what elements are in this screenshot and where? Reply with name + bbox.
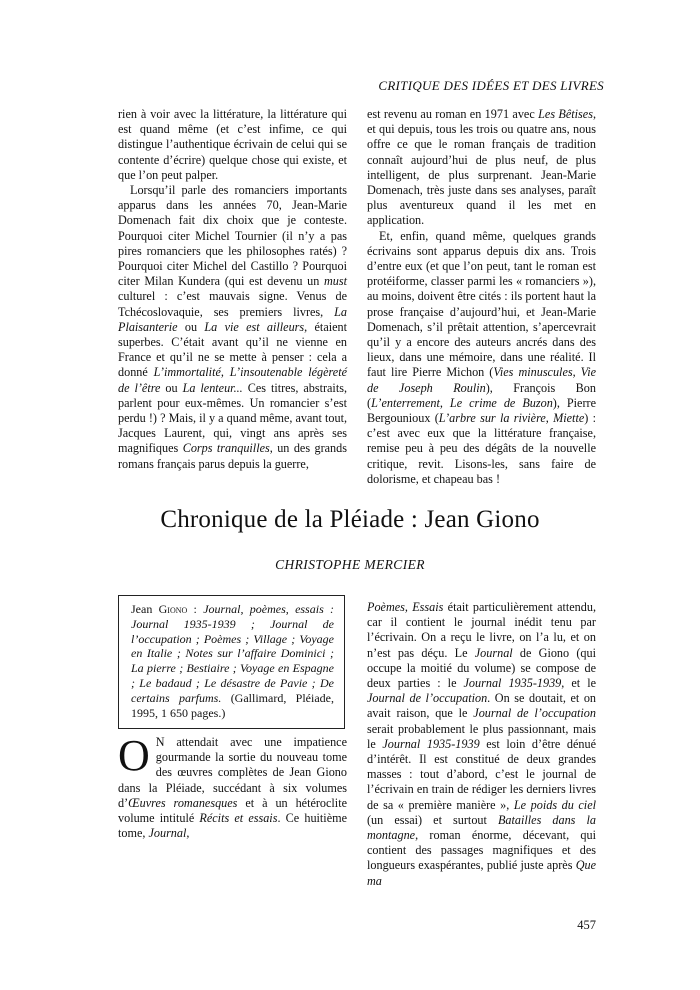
- text-run: , un des grands romans français parus depuis la guerre,: [118, 441, 347, 471]
- small-caps-text: N: [155, 735, 165, 749]
- text-run: est revenu au roman en 1971 avec: [367, 107, 539, 121]
- paragraph: [118, 183, 347, 472]
- drop-cap: O: [118, 731, 150, 780]
- text-run: Lorsqu’il parle des romanciers importants apparus dans les années 70, Jean-Marie Domenach fait dix choix que je conteste. Pourquoi citer Michel Tournier (il n’y a pas pires romanciers que les philosophes ratés) ? Pourquoi citer Michel del Castillo ? Pourquoi citer Milan Kundera (qui est devenu un: [118, 183, 347, 289]
- text-run: Ces titres, abstraits, parlent pour eux-mêmes. Un romancier s’est perdu !) ? Mais, il y a quand même, avant tout, Jacques Laurent, qui, vingt ans après ses magnifiques: [118, 380, 347, 456]
- opening-text: [118, 731, 347, 841]
- italic-text: Journal, poèmes, essais : Journal 1935-1939 ; Journal de l’occupation ; Poèmes ; Village ; Voyage en Italie ; Notes sur l’affaire Dominici ; La pierre ; Bestiaire ; Voyage en Espagne ; Le badaud ; Le désastre de Pavie ; De certains parfums.: [131, 602, 335, 705]
- italic-text: L’enterrement, Le crime de Buzon: [371, 395, 553, 410]
- text-run: , et qui depuis, tous les trois ou quatre ans, nous offre ce que le roman français de tradition connaît aujourd’hui de plus neuf, de plus intelligent, de plus surprenant. Jean-Marie Domenach, très juste dans ses analyses, paraît plus aventureux quand il les met en application.: [367, 107, 596, 228]
- continued-paragraph: [367, 600, 596, 889]
- opening-paragraph: [118, 731, 347, 841]
- top-left-column: [118, 107, 347, 472]
- text-run: (un essai) et surtout: [367, 812, 498, 827]
- bottom-left-column: [118, 731, 347, 841]
- italic-text: Journal de l’occupation: [473, 706, 596, 721]
- text-run: Et, enfin, quand même, quelques grands écrivains sont apparus depuis dix ans. Trois d’entre eux (et que l’on peut, tant le roman est protéiforme, classer parmi les « romanciers »), au moins, doivent être cités : ils portent haut la prose française d’aujourd’hui, et Jean-Marie Domenach, s’il prêtait attention, s’apercevrait qu’il y a encore des auteurs ancrés dans des lieux, dans une mémoire, dans une réalité. Il faut lire Pierre Michon (: [367, 228, 596, 380]
- paragraph: [367, 229, 596, 487]
- bottom-right-column: [367, 600, 596, 889]
- italic-text: Que ma: [367, 858, 596, 888]
- paragraph: [118, 107, 347, 183]
- italic-text: Vies minuscules, Vie de Joseph Roulin: [367, 365, 596, 395]
- italic-text: Journal 1935-1939: [463, 676, 562, 691]
- italic-text: Les Bêtises: [538, 107, 593, 121]
- text-run: et à un hétéroclite volume intitulé: [118, 795, 347, 826]
- italic-text: Journal de l’occupation: [367, 691, 488, 706]
- italic-text: La vie est ailleurs: [204, 319, 305, 334]
- text-run: était particulièrement attendu, car il contient le journal inédit tenu par l’écrivain. On a reçu le livre, on l’a lu, et on n’est pas déçu. Le: [367, 600, 596, 660]
- running-head: CRITIQUE DES IDÉES ET DES LIVRES: [378, 78, 604, 93]
- text-run: , étaient superbes. C’était avant qu’il ne vienne en France et qu’il ne se mette à penser : cela a donné: [118, 319, 348, 380]
- text-run: est loin d’être dénué d’intérêt. Il est constitué de deux grandes masses : tout d’abord, c’est le journal de l’écrivain en train de rédiger les derniers livres de sa « première manière »,: [367, 736, 597, 812]
- text-run: ou: [177, 319, 205, 334]
- text-run: ), Pierre Bergounioux (: [367, 395, 596, 426]
- text-run: (Gallimard, Pléiade, 1995, 1 650 pages.): [131, 690, 334, 720]
- text-run: culturel : c’est mauvais signe. Venus de Tchécoslovaquie, ses premiers livres,: [118, 289, 347, 319]
- italic-text: Journal,: [148, 826, 190, 841]
- italic-text: L’arbre sur la rivière, Miette: [438, 411, 585, 426]
- italic-text: Œuvres romanesques: [128, 795, 238, 810]
- text-run: , et le: [561, 676, 596, 691]
- article-title: Chronique de la Pléiade : Jean Giono: [160, 506, 540, 533]
- italic-text: Journal 1935-1939: [382, 736, 480, 751]
- text-run: . On se doutait, et on avait raison, que le: [367, 691, 597, 721]
- text-run: . Ce huitième tome,: [118, 811, 347, 841]
- text-run: ) : c’est avec eux que la littérature française, remise peu à peu des dégâts de la nouvelle critique, revit. Lisons-les, sans faire de dolorisme, et chapeau bas !: [367, 411, 596, 486]
- article-author: CHRISTOPHE MERCIER: [275, 557, 425, 572]
- italic-text: Récits et essais: [199, 811, 278, 826]
- text-run: ), François Bon (: [367, 380, 596, 410]
- italic-text: Batailles dans la montagne: [367, 812, 596, 843]
- italic-text: L’immortalité, L’insoutenable légèreté de l’être: [118, 365, 347, 395]
- bibliographic-box: [118, 595, 345, 729]
- italic-text: Le poids du ciel: [513, 797, 596, 812]
- italic-text: Corps tranquilles: [182, 441, 270, 456]
- top-right-column: [367, 107, 596, 487]
- small-caps-text: Giono: [158, 602, 188, 616]
- text-run: :: [187, 602, 204, 616]
- text-run: ou: [160, 380, 183, 395]
- italic-text: La Plaisanterie: [118, 304, 347, 334]
- italic-text: must: [323, 274, 347, 289]
- text-run: attendait avec une impatience gourmande la sortie du nouveau tome des œuvres complètes de Jean Giono dans la Pléiade, succédant à six volumes d’: [118, 735, 347, 810]
- page-number: 457: [577, 918, 596, 932]
- italic-text: La lenteur...: [182, 380, 243, 395]
- text-run: serait probablement le plus passionnant, mais le: [367, 721, 596, 751]
- text-run: Jean: [131, 602, 159, 616]
- italic-text: Journal: [474, 645, 513, 660]
- paragraph: [367, 107, 596, 229]
- italic-text: Poèmes, Essais: [367, 600, 444, 614]
- text-run: , roman énorme, décevant, qui contient des passages magnifiques et des longueurs exaspérantes, publié juste après: [367, 828, 596, 873]
- text-run: rien à voir avec la littérature, la littérature qui est quand même (et c’est infime, ce qui distingue l’authentique écrivain de celui qui se contente d’écrire) quelque chose qui existe, et que l’on peut palper.: [118, 107, 347, 182]
- text-run: de Giono (qui occupe la moitié du volume) se compose de deux parties : le: [367, 645, 596, 691]
